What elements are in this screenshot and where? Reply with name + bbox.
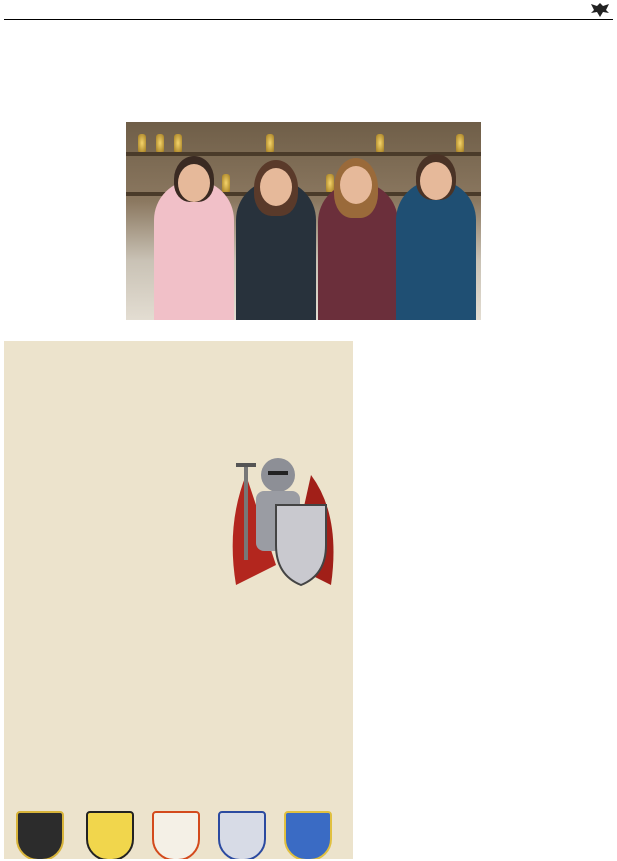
organizer-crest-icon <box>16 811 64 859</box>
organizer-crest-icon <box>152 811 200 859</box>
article-column-2 <box>358 343 482 859</box>
header-rule <box>4 19 613 20</box>
organizer-crest-icon <box>218 811 266 859</box>
event-poster <box>4 341 353 859</box>
eagle-crest-icon <box>589 1 611 19</box>
page-header <box>0 0 617 20</box>
group-photo <box>126 122 481 320</box>
knight-illustration-icon <box>216 445 346 595</box>
article-column-1 <box>6 26 123 340</box>
organizer-crest-icon <box>86 811 134 859</box>
article-column-3 <box>486 26 613 859</box>
organizer-crest-icon <box>284 811 332 859</box>
